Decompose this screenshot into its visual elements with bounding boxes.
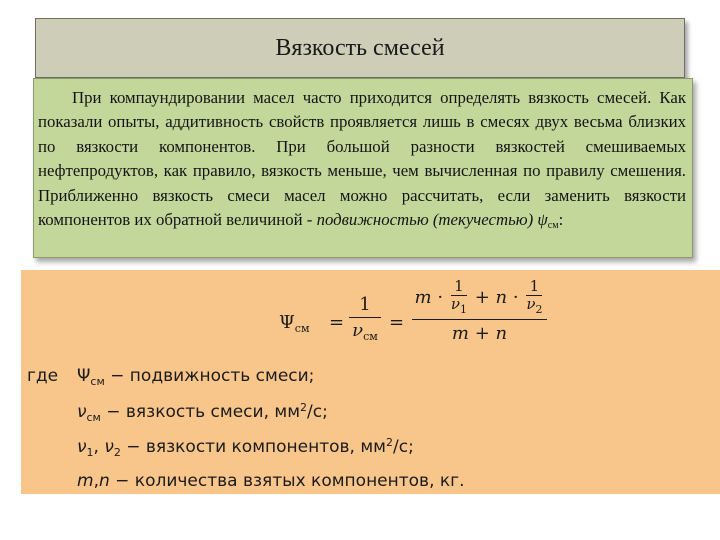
description-paragraph <box>33 78 693 258</box>
paragraph-line-7-end: : <box>558 210 564 230</box>
paragraph-line-3: смесях двух весьма близких по вязкости компонентов. При большой <box>38 112 687 156</box>
formula-fraction-2: $m \cdot \frac{1}{\nu_1} + n \cdot \frac{1}{\nu_2}$ m + n <box>412 278 547 344</box>
formula-fraction-1: 1 $\nu_{см}$ <box>349 294 381 343</box>
paragraph-line-7-sub: см <box>547 220 559 232</box>
slide-title <box>35 18 685 78</box>
where-label: где <box>27 366 59 386</box>
formula-panel <box>21 270 720 494</box>
definition-component-viscosities: $\nu_1$, $\nu_2$ − вязкости компонентов, $мм^2/с$; <box>77 436 414 459</box>
paragraph-line-2: смесей. Как показали опыты, аддитивность свойств проявляется лишь в <box>38 88 686 132</box>
formula-equals-2: = <box>389 312 405 333</box>
definition-mix-viscosity: $\nu_{см}$ − вязкость смеси, $мм^2/с$; <box>77 401 328 424</box>
paragraph-line-7-start: обратной величиной - <box>155 210 317 230</box>
paragraph-line-6: смеси масел можно рассчитать, если заменить вязкости компонентов их <box>38 185 687 230</box>
definition-quantities: m,n − количества взятых компонентов, кг. <box>77 471 465 491</box>
paragraph-line-7-italic: подвижностью (текучестью) ψ <box>316 210 548 230</box>
formula-psi: $\Psi_{см}$ <box>279 312 310 335</box>
mixing-formula <box>279 278 549 362</box>
paragraph-line-5: меньше, чем вычисленная по правилу смешения. Приближенно вязкость <box>38 161 686 205</box>
paragraph-line-1: При компаундировании масел часто приходится определять вязкость <box>72 88 589 107</box>
formula-equals-1: = <box>329 312 345 333</box>
definition-fluidity: $\Psi_{см}$ − подвижность смеси; <box>77 366 315 388</box>
paragraph-line-4: разности вязкостей смешиваемых нефтепродуктов, как правило, вязкость <box>38 136 686 181</box>
slide-title-text: Вязкость смесей <box>275 34 445 61</box>
